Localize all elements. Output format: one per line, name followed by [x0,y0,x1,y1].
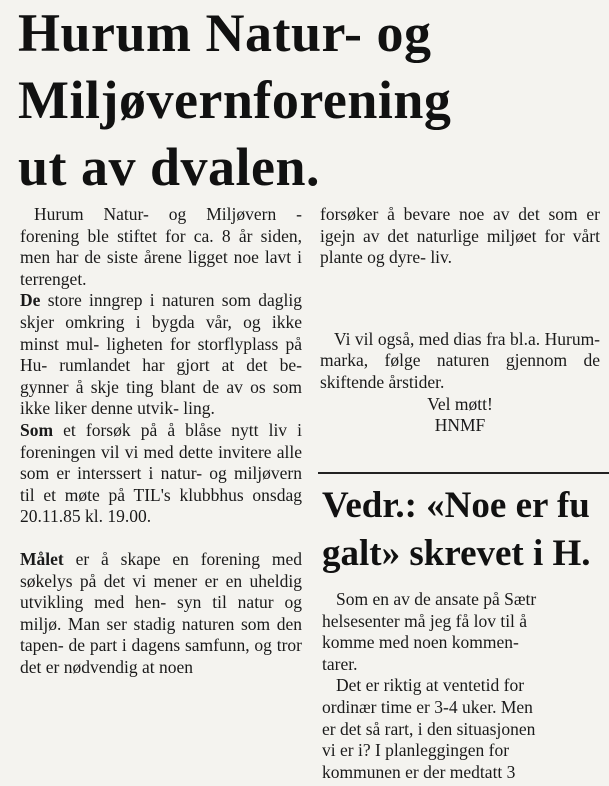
text-line: som er igejn av det naturlige [320,204,600,246]
lead-word: Målet [20,548,64,569]
article-divider [318,472,609,474]
text-line: siden, men har de siste årene [20,225,302,268]
text-line: tarer. [322,653,358,674]
spacer [20,528,302,549]
text-line: gjennom de skiftende årstider. [320,350,601,392]
text-line: Hurum-marka, følge naturen [320,328,601,371]
spacer [320,269,600,329]
text-line: 20.11.85 kl. 19.00. [20,506,152,527]
paragraph-inngrep [20,290,302,420]
text-line: syn til natur og miljø. Man ser [20,592,303,634]
text-line: os som ikke liker denne utvik- [20,376,303,419]
text-line: et forsøk på å blåse nytt [53,419,259,440]
text-line: Det er riktig at ventetid for [336,675,525,696]
text-line: invitere alle som er interssert [20,441,303,484]
text-line: forsøker å bevare noe av det [320,204,540,224]
text-line: Vi vil også, med dias fra bl.a. [334,328,541,349]
article-column-1 [20,204,302,678]
text-line: som daglig skjer omkring i [20,290,303,332]
text-line: vi er i? I planleggingen for [322,740,510,761]
text-line: en uheldig utvikling med hen- [20,570,303,613]
paragraph-intro [20,204,302,290]
text-line: på TIL's klubbhus onsdag [108,484,302,505]
text-line: kommunen er der medtatt 3 [322,761,516,782]
text-line: tror det er nødvendig at noen [20,635,303,677]
text-line: ligget noe lavt i terrenget. [20,247,303,289]
text-line: rumlandet har gjort at det be- [59,355,302,376]
text-line: stadig naturen som den tapen- [20,613,302,656]
headline-line-3: ut av dvalen. [18,137,321,197]
text-line: de part i dagens samfunn, og [68,635,272,656]
lead-word: De [20,290,41,311]
paragraph-preserve [320,204,600,269]
headline-line-2: Miljøvernforening [18,70,452,130]
signoff: Vel møtt! [427,393,493,414]
paragraph-employee [322,589,609,675]
text-line: gynner å skje ting blant de av [20,376,243,397]
text-line: helsesenter må jeg få lov til å [322,610,528,631]
second-article-body [322,589,609,783]
paragraph-goal [20,549,302,679]
text-line: Som en av de ansate på Sætr [336,589,537,609]
text-line: er å skape en forening [63,548,261,569]
text-line: liv. [430,247,453,268]
text-line: er det så rart, i den situasjonen [322,718,536,739]
article-column-2 [320,204,600,437]
lead-word: Som [20,419,54,440]
paragraph-invitation [20,420,302,528]
main-headline [18,0,451,201]
headline-line-1: Hurum Natur- og [18,3,432,63]
paragraph-slides [320,329,600,394]
text-line: ligheten for storflyplass på Hu- [20,333,303,376]
text-line: forening ble stiftet for ca. 8 år [20,225,253,246]
second-article-headline [322,482,591,578]
text-line: med søkelys på det vi mener er [20,548,303,591]
text-line: ordinær time er 3-4 uker. Men [322,696,533,717]
second-headline-line-1: Vedr.: «Noe er fu [322,485,590,526]
text-line: bygda vår, og ikke minst mul- [20,311,303,354]
text-line: Hurum Natur- og Miljøvern - [34,204,302,224]
text-line: store inngrep i naturen [40,290,215,311]
text-line: liv i foreningen vil vi med dette [20,419,303,462]
signature: HNMF [434,415,486,436]
text-line: komme med noen kommen- [322,632,519,653]
text-line: miljøet for vårt plante og dyre- [320,225,600,268]
second-headline-line-2: galt» skrevet i H. [322,533,591,574]
text-line: ling. [183,398,215,419]
text-line: i natur- og miljøvern til et møte [20,463,303,505]
paragraph-waiting-time [322,675,609,783]
